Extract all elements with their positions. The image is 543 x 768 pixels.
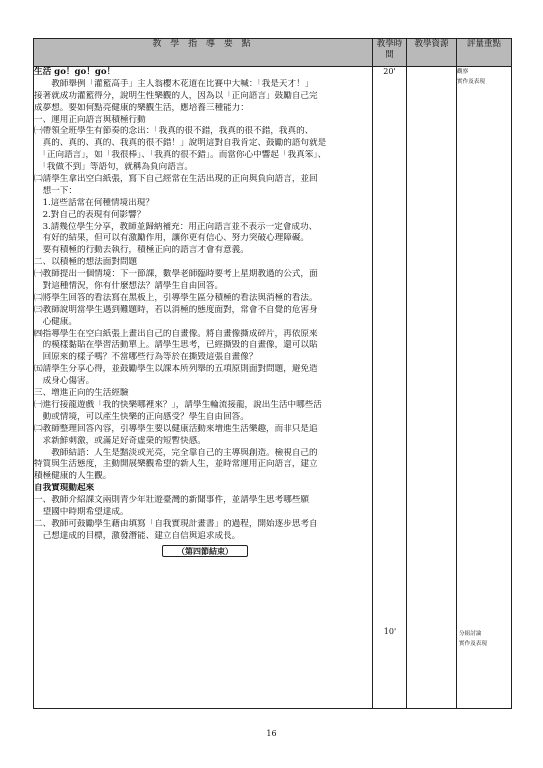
activity-title-1: 生活 go！go！go！ xyxy=(34,67,116,77)
text-line: 成身心傷害。 xyxy=(34,376,95,387)
header-evaluation: 評量重點 xyxy=(457,39,512,67)
text-line: 特質與生活態度，主動開展樂觀希望的新人生，並時常運用正向語言，建立 xyxy=(34,459,318,470)
time-value-2: 10' xyxy=(383,627,397,636)
time-cell xyxy=(373,67,407,709)
text-line: 1.這些話常在何種情境出現？ xyxy=(34,197,154,208)
text-line: 接著就成功灌籃得分，說明生性樂觀的人，因為以「正向語言」鼓勵自己完 xyxy=(34,90,318,101)
section-heading: 二、以積極的想法面對問題 xyxy=(34,257,138,268)
text-line: ㈢教師說明當學生遇到難題時，若以消極的態度面對，常會不自覺的危害身 xyxy=(34,304,318,315)
lesson-plan-table xyxy=(33,38,512,709)
text-line: 回原來的樣子嗎？不當哪些行為等於在撕毀這張自畫像？ xyxy=(34,352,258,363)
text-line: 「正向語言」，如「我很棒」、「我真的很不錯」。而當你心中響起「我真笨」、 xyxy=(34,150,327,161)
text-line: ㈠帶領全班學生有節奏的念出：「我真的很不錯，我真的很不錯，我真的、 xyxy=(34,126,314,137)
resources-cell xyxy=(407,67,457,709)
text-line: 己想達成的目標，激發潛能、建立自信與追求成長。 xyxy=(34,530,241,541)
text-line: ㈠進行接龍遊戲「我的快樂哪裡來？」，請學生輪流接龍，說出生活中哪些活 xyxy=(34,399,322,410)
text-line: 心健康。 xyxy=(34,316,77,327)
text-line: ㈡將學生回答的看法寫在黑板上，引導學生區分積極的看法與消極的看法。 xyxy=(34,292,318,303)
text-line: 3.請幾位學生分享，教師並歸納補充：用正向語言並不表示一定會成功、 xyxy=(34,221,318,232)
section-end-label: （第四節結束） xyxy=(162,545,248,557)
text-line: 教師舉例「灌籃高手」主人翁櫻木花道在比賽中大喊：「我是天才！」 xyxy=(34,78,314,89)
table-header-row xyxy=(34,39,512,67)
text-line: ㈡請學生拿出空白紙張，寫下自己經常在生活出現的正向與負向語言，並回 xyxy=(34,174,318,185)
text-line: 成夢想。要如何點亮健康的樂觀生活，應培養三種能力： xyxy=(34,102,249,113)
section-heading: 三、增進正向的生活經驗 xyxy=(34,388,129,399)
lesson-plan-page xyxy=(33,38,511,709)
header-steps: 教 學 指 導 要 點 xyxy=(34,39,373,67)
evaluation-observe: 觀察 xyxy=(457,69,469,75)
text-line: 2.對自己的表現有何影響？ xyxy=(34,209,146,220)
text-line: 有好的結果，但可以有激勵作用，讓你更有信心、努力突破心理障礙。 xyxy=(34,233,310,244)
text-line: 對這種情況，你有什麼想法？請學生自由回答。 xyxy=(34,281,224,292)
text-line: ㈣指導學生在空白紙張上畫出自己的自畫像。將自畫像撕成碎片，再依原來 xyxy=(34,328,318,339)
text-line: 二、教師可鼓勵學生藉由填寫「自我實現計畫書」的過程，開始逐步思考自 xyxy=(34,518,318,529)
text-line: 要有積極的行動去執行，積極正向的語言才會有意義。 xyxy=(34,245,249,256)
text-line: 想一下： xyxy=(34,185,77,196)
text-line: 教師結語：人生是黯淡或光亮，完全靠自己的主導與創造。檢視自己的 xyxy=(34,447,318,458)
activity-title-2: 自我實現動起來 xyxy=(34,483,95,494)
text-line: 的模樣黏貼在學習活動單上。請學生思考，已經撕毀的自畫像，還可以貼 xyxy=(34,340,318,351)
text-line: 一、教師介紹課文兩則青少年壯遊臺灣的新聞事件，並請學生思考哪些願 xyxy=(34,495,310,506)
text-line: ㈤請學生分享心得，並鼓勵學生以課本所列舉的五項原則面對問題，避免造 xyxy=(34,364,318,375)
evaluation-practice: 實作及表現 xyxy=(457,79,485,85)
evaluation-practice-2: 實作及表現 xyxy=(459,641,487,647)
text-line: 積極健康的人生觀。 xyxy=(34,471,112,482)
text-line: 求新鮮刺激，或滿足好奇虛榮的短暫快感。 xyxy=(34,435,206,446)
page-number: 16 xyxy=(266,729,277,738)
text-line: 真的、真的、真的、我真的很不錯！」說明這對自我肯定、鼓勵的語句就是 xyxy=(34,138,327,149)
evaluation-group xyxy=(459,629,487,649)
text-line: 望國中時期希望達成。 xyxy=(34,506,129,517)
text-line: 動或情境，可以產生快樂的正向感受？學生自由回答。 xyxy=(34,411,249,422)
text-line: ㈠教師提出一個情境：下一節課，數學老師臨時要考上星期教過的公式，面 xyxy=(34,269,318,280)
header-time: 教學時間 xyxy=(373,39,407,67)
evaluation-cell xyxy=(457,67,512,709)
text-line: ㈡教師整理回答內容，引導學生要以健康活動來增進生活樂趣，而非只是追 xyxy=(34,423,318,434)
evaluation-group-discussion: 分組討論 xyxy=(459,631,482,637)
content-cell xyxy=(34,67,373,709)
text-line: 「我做不到」等語句，就稱為負向語言。 xyxy=(34,162,193,173)
end-label-wrap xyxy=(34,545,372,559)
header-resources: 教學資源 xyxy=(407,39,457,67)
content-row xyxy=(34,67,512,709)
section-heading: 一、運用正向語言與積極行動 xyxy=(34,114,146,125)
time-value-1: 20' xyxy=(383,67,396,76)
